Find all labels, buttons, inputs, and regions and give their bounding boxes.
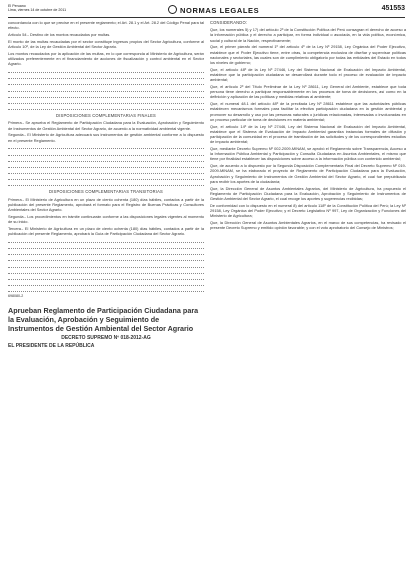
paragraph: Tercera.- El Ministerio de Agricultura en un plazo de ciento ochenta (180) días hábiles, contados a partir de la publicación del presente Reglamento, aprobará la Guía de Participación Ciudadana del Sector Agrario. bbox=[8, 225, 204, 237]
publication-date: Lima, viernes 14 de octubre de 2011 bbox=[8, 8, 67, 13]
text-line bbox=[8, 74, 204, 79]
text-line bbox=[8, 169, 204, 174]
paragraph: El monto de las multas recaudadas por el sector constituye ingresos propios del Sector Agricultura, conforme al Artículo 10º, de la Ley de Gestión Ambiental del Sector Agrario. bbox=[8, 38, 204, 49]
text-line bbox=[8, 157, 204, 162]
page-number: 451553 bbox=[381, 5, 405, 12]
text-line bbox=[8, 99, 204, 104]
left-column bbox=[8, 20, 204, 349]
paragraph: Artículo 54.- Destino de los montos recaudados por multas. bbox=[8, 32, 111, 37]
text-line bbox=[8, 144, 204, 149]
text-line bbox=[8, 238, 204, 243]
text-line bbox=[8, 163, 204, 168]
paragraph: Que, de acuerdo a lo dispuesto por la Segunda Disposición Complementaria Final del Decreto Supremo Nº 019-2009-MINAM, se ha elaborado el proyecto de Reglamento de Participación Ciudadana para la Evaluación, Aprobación y Seguimiento de Instrumentos de Gestión Ambiental del Sector Agrario, el cual fue prepublicado para recibir los aportes de la ciudadanía; bbox=[210, 163, 406, 184]
text-line bbox=[8, 87, 204, 92]
text-line bbox=[8, 269, 204, 274]
text-line bbox=[8, 80, 204, 85]
paragraph: Que, el artículo 14º de la Ley Nº 27446, Ley del Sistema Nacional de Evaluación del Impacto Ambiental, establece que el Sistema de Evaluación de Impacto Ambiental garantiza instancias formales de difusión y participación de la comunidad en el proceso de tramitación de las solicitudes y de los correspondientes estudios de impacto ambiental; bbox=[210, 123, 406, 145]
section-heading: DISPOSICIONES COMPLEMENTARIAS FINALES bbox=[56, 113, 156, 119]
paragraph: Los montos recaudados por la aplicación de las multas, en lo que corresponda al Ministerio de Agricultura, serán utilizados preferentemente en el financiamiento de acciones de fiscalización y control ambiental en el Sector Agrario. bbox=[8, 50, 204, 67]
right-column bbox=[210, 20, 406, 232]
text-line bbox=[8, 175, 204, 180]
paragraph: Que, el artículo 2º del Título Preliminar de la Ley Nº 28611, Ley General del Ambiente, establece que toda persona tiene derecho a participar responsablemente en los procesos de toma de decisiones, así como en la definición y aplicación de las políticas y medidas relativas al ambiente; bbox=[210, 84, 406, 100]
paragraph: Que, la Dirección General de Asuntos Ambientales Agrarios, del Ministerio de Agricultura, ha propuesto el Reglamento de Participación Ciudadana para la Evaluación, Aprobación y Seguimiento de Instrumentos de Gestión Ambiental del Sector Agrario, el cual recoge los aportes y sugerencias recibidas; bbox=[210, 185, 406, 202]
paragraph: Que, la Dirección General de Asuntos Ambientales Agrarios, en el marco de sus competencias, ha revisado el presente Decreto Supremo y emitido opinión favorable; y con el voto aprobatorio del Consejo de Ministros; bbox=[210, 220, 406, 231]
text-line bbox=[8, 287, 204, 292]
section-title-text: NORMAS LEGALES bbox=[180, 6, 260, 15]
text-line bbox=[8, 68, 204, 73]
publication-name: El Peruano bbox=[8, 4, 26, 8]
text-line bbox=[8, 250, 204, 255]
text-line bbox=[8, 263, 204, 268]
section-heading: DISPOSICIONES COMPLEMENTARIAS TRANSITORIAS bbox=[49, 189, 163, 195]
text-line bbox=[8, 281, 204, 286]
text-line bbox=[8, 93, 204, 98]
section-title bbox=[168, 5, 259, 15]
text-line bbox=[8, 275, 204, 280]
emblem-icon bbox=[168, 5, 177, 14]
paragraph: Que, el numeral 48.1 del artículo 48º de la precitada Ley Nº 28611 establece que las autoridades públicas establecen mecanismos formales para facilitar la efectiva participación ciudadana en la gestión ambiental y promover su desarrollo y uso por las personas naturales o jurídicas relacionadas, interesadas o involucradas en un proceso particular de toma de decisiones en materia ambiental; bbox=[210, 101, 406, 122]
text-line bbox=[8, 244, 204, 249]
paragraph: Que, los numerales 5) y 17) del artículo 2º de la Constitución Política del Perú consagran el derecho de acceso a la información pública y el derecho a participar, en forma individual o asociada, en la vida política, económica, social y cultural de la Nación, respectivamente; bbox=[210, 27, 406, 43]
paragraph: De conformidad con lo dispuesto en el numeral 8) del artículo 118º de la Constitución Política del Perú; la Ley Nº 29158, Ley Orgánica del Poder Ejecutivo; y el Decreto Legislativo Nº 997, Ley de Organización y Funciones del Ministerio de Agricultura; bbox=[210, 202, 406, 219]
text-line bbox=[8, 181, 204, 186]
text-line bbox=[8, 256, 204, 261]
paragraph: Primera.- El Ministerio de Agricultura en un plazo de ciento ochenta (180) días hábiles, contados a partir de la publicación del presente Reglamento, aprobará el formato para el Registro de Buenas Prácticas y Consultores Ambientales del Sector Agrario. bbox=[8, 196, 204, 213]
publication-info bbox=[8, 4, 66, 13]
president-heading: EL PRESIDENTE DE LA REPÚBLICA bbox=[8, 342, 95, 349]
paragraph: Que, mediante Decreto Supremo Nº 002-2009-MINAM, se aprobó el Reglamento sobre Transparencia, Acceso a la Información Pública Ambiental y Participación y Consulta Ciudadana en Asuntos Ambientales, el mismo que tiene por finalidad establecer las disposiciones sobre acceso a la información pública con contenido ambiental; bbox=[210, 146, 406, 162]
paragraph: concordancia con lo que se precise en el presente reglamento; el Art. 28.1 y el Art. 28.2 del Código Penal para tal efecto. bbox=[8, 20, 204, 31]
paragraph: Que, el primer párrafo del numeral 1º del artículo 4º de la Ley Nº 29158, Ley Orgánica del Poder Ejecutivo, establece que el Poder Ejecutivo tiene, entre otras, la competencia exclusiva de diseñar y supervisar políticas nacionales y sectoriales, las cuales son de cumplimiento obligatorio por todas las entidades del Estado en todos los niveles de gobierno; bbox=[210, 44, 406, 66]
text-line bbox=[8, 105, 204, 110]
paragraph: Segunda.- Los procedimientos en trámite continuarán conforme a las disposiciones legales vigentes al momento de su inicio. bbox=[8, 213, 204, 225]
paragraph: Segunda.- El Ministerio de Agricultura adecuará sus instrumentos de gestión ambiental conforme a lo dispuesto en el presente Reglamento. bbox=[8, 132, 204, 143]
paragraph: Que, el artículo 48º de la Ley Nº 27446, Ley del Sistema Nacional de Evaluación del Impacto Ambiental, establece que la participación ciudadana se desarrollará durante todo el proceso de evaluación de impacto ambiental; bbox=[210, 66, 406, 83]
decree-title: Aprueban Reglamento de Participación Ciudadana para la Evaluación, Aprobación y Seguimiento de Instrumentos de Gestión Ambiental del Sector Agrario bbox=[8, 305, 199, 333]
considerando-heading: CONSIDERANDO: bbox=[210, 20, 248, 25]
text-line bbox=[8, 151, 204, 156]
page-header bbox=[8, 4, 405, 18]
paragraph: Primera.- Se aprueba el Reglamento de Participación Ciudadana para la Evaluación, Aprobación y Seguimiento de Instrumentos de Gestión Ambiental del Sector Agrario, de acuerdo a la normatividad ambiental vigente. bbox=[8, 120, 204, 131]
header-divider bbox=[8, 17, 405, 18]
document-code: 698080-2 bbox=[8, 294, 24, 299]
decree-number: DECRETO SUPREMO Nº 018-2012-AG bbox=[61, 334, 151, 341]
